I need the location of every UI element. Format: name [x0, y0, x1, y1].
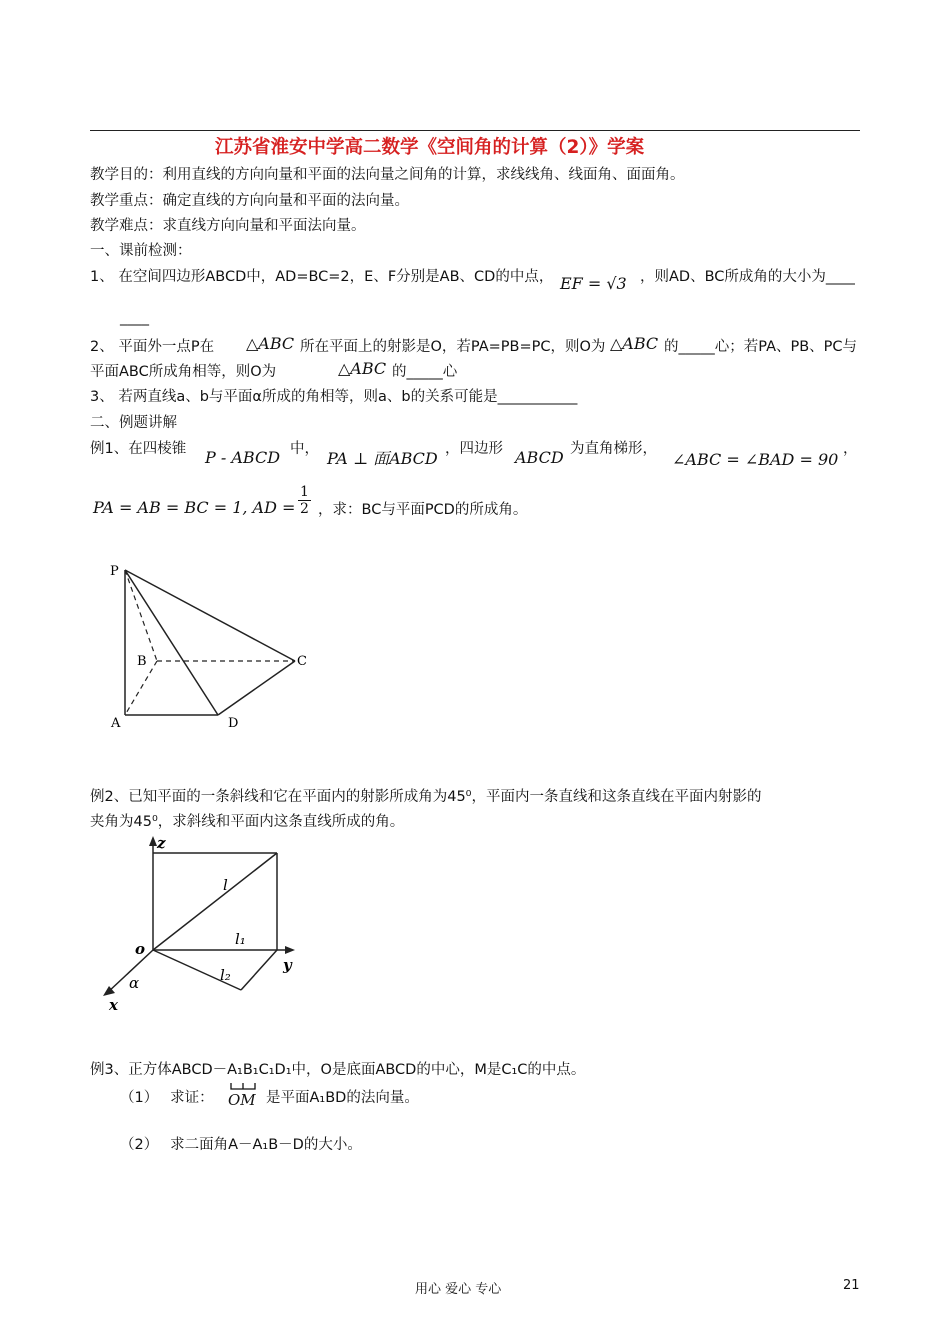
origin-label: o	[135, 940, 146, 958]
difficulty-line: 教学难点：求直线方向向量和平面法向量。	[90, 218, 366, 234]
vertex-label: A	[111, 716, 121, 731]
q1-blank: ____	[120, 310, 149, 326]
ex1-question: ，求：BC与平面PCD的所成角。	[318, 502, 528, 518]
fraction-numerator: 1	[300, 484, 309, 500]
ex3-part-1-text: 是平面A₁BD的法向量。	[266, 1090, 419, 1106]
vertex-label: C	[297, 654, 307, 669]
ex1-text: 为直角梯形，	[570, 441, 657, 457]
ex1-formula: PA = AB = BC = 1, AD =	[93, 498, 296, 517]
axis-label: x	[109, 996, 118, 1014]
footer-motto: 用心 爱心 专心	[415, 1282, 502, 1297]
coordinate-figure	[95, 828, 320, 1018]
angle-label: α	[129, 974, 140, 992]
q2-text: 平面ABC所成角相等，则O为	[90, 364, 277, 380]
section-heading: 一、课前检测：	[90, 243, 192, 259]
question-1: 1、 在空间四边形ABCD中，AD=BC=2，E、F分别是AB、CD的中点，	[90, 269, 554, 285]
vertex-label: P	[110, 564, 119, 579]
fraction-denominator: 2	[300, 501, 309, 517]
fraction-half	[298, 484, 311, 517]
pyramid-figure	[105, 555, 335, 740]
vertex-label: B	[137, 654, 147, 669]
ex3-part-1: （1） 求证：	[120, 1090, 214, 1106]
triangle-abc: △ABC	[246, 334, 295, 353]
focus-line: 教学重点：确定直线的方向向量和平面的法向量。	[90, 193, 409, 209]
axis-label: z	[157, 834, 166, 852]
question-2: 2、 平面外一点P在	[90, 339, 215, 355]
triangle-abc: △ABC	[338, 359, 387, 378]
ex1-formula: ∠ABC = ∠BAD = 90	[672, 450, 839, 469]
q2-text: 的_____心；若PA、PB、PC与	[664, 339, 858, 355]
page-number: 21	[843, 1278, 860, 1293]
ex3-part-2: （2） 求二面角A－A₁B－D的大小。	[120, 1137, 362, 1153]
line-label: l₁	[235, 930, 246, 948]
q2-text: 所在平面上的射影是O，若PA=PB=PC，则O为	[300, 339, 606, 355]
example-2-line2: 夹角为45⁰，求斜线和平面内这条直线所成的角。	[90, 814, 405, 830]
section-heading: 二、例题讲解	[90, 415, 177, 431]
q1-tail: ，则AD、BC所成角的大小为____	[640, 269, 855, 285]
ex1-text: ，四边形	[445, 441, 503, 457]
triangle-abc: △ABC	[610, 334, 659, 353]
ex1-formula: P - ABCD	[205, 448, 281, 467]
q1-formula: EF = √3	[560, 274, 627, 293]
ex1-text: ，	[843, 441, 858, 457]
vector-arrow-icon	[228, 1082, 258, 1091]
ex1-formula: PA ⊥ 面ABCD	[327, 449, 438, 468]
ex1-formula: ABCD	[515, 448, 564, 467]
line-label: l	[223, 876, 228, 894]
example-2: 例2、已知平面的一条斜线和它在平面内的射影所成角为45⁰，平面内一条直线和这条直线在平面内射影的	[90, 789, 762, 805]
vertex-label: D	[228, 716, 239, 731]
q2-text: 的_____心	[392, 364, 458, 380]
vector-name: OM	[228, 1091, 256, 1109]
example-3: 例3、正方体ABCD－A₁B₁C₁D₁中，O是底面ABCD的中心，M是C₁C的中点。	[90, 1062, 586, 1078]
example-1: 例1、在四棱锥	[90, 441, 187, 457]
line-label: l₂	[220, 966, 231, 984]
goal-line: 教学目的：利用直线的方向向量和平面的法向量之间角的计算，求线线角、线面角、面面角。	[90, 167, 685, 183]
header-rule	[90, 130, 860, 131]
ex1-text: 中，	[290, 441, 319, 457]
vector-om	[228, 1082, 258, 1109]
question-3: 3、 若两直线a、b与平面α所成的角相等，则a、b的关系可能是___________	[90, 389, 578, 405]
axis-label: y	[283, 956, 292, 974]
page-title: 江苏省淮安中学高二数学《空间角的计算（2）》学案	[215, 137, 645, 158]
